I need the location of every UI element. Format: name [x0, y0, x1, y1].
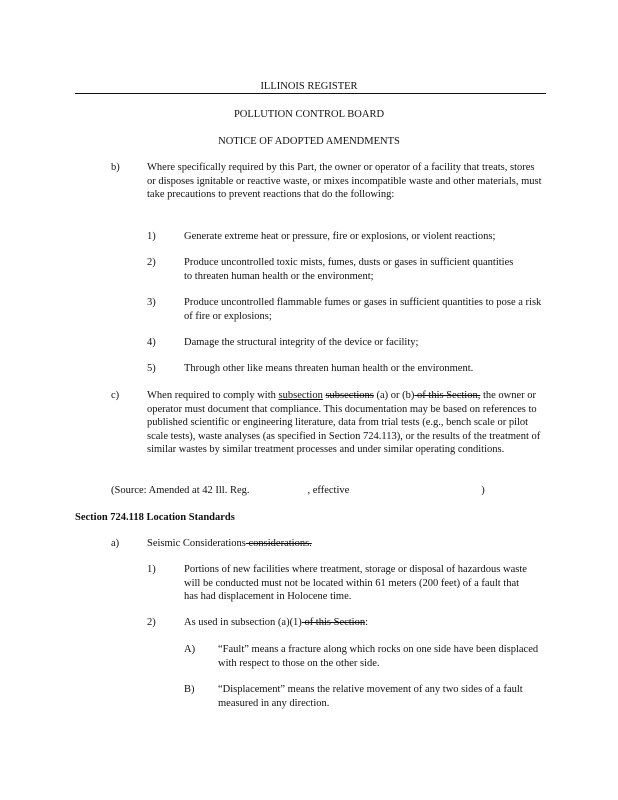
inserted-text: subsection: [278, 390, 323, 401]
sub-2-text-1: As used in subsection (a)(1): [184, 617, 302, 628]
sub-B-label: B): [184, 684, 195, 695]
para-a-text: [147, 537, 545, 551]
sub-1-text: Portions of new facilities where treatment, storage or disposal of hazardous waste will be conducted must not be located within 61 meters (200 feet) of a fault that has had displacement in Holocene time.: [184, 564, 527, 603]
para-c-label: c): [111, 390, 120, 401]
deleted-text: subsections: [325, 390, 374, 401]
header-rule: [75, 93, 546, 94]
deleted-text: of this Section: [301, 617, 366, 628]
deleted-text: considerations.: [245, 538, 312, 549]
notice-title: NOTICE OF ADOPTED AMENDMENTS: [218, 136, 400, 147]
para-b-label: b): [111, 162, 120, 173]
para-a-text-1: Seismic Considerations: [147, 538, 246, 549]
section-title: Section 724.118 Location Standards: [75, 512, 235, 523]
sub-2-label: 2): [147, 617, 156, 628]
source-close: ): [481, 485, 485, 496]
sub-2-text-2: :: [365, 617, 369, 628]
item-3-text: Produce uncontrolled flammable fumes or gases in sufficient quantities to pose a risk of fire or explosions;: [184, 297, 542, 322]
register-title: ILLINOIS REGISTER: [260, 81, 358, 92]
item-5-text: Through other like means threaten human health or the environment.: [184, 363, 474, 374]
para-c-text-3: the owner or operator must document that compliance. This documentation may be based on references to published scientific or engineering literature, data from trial tests (e.g., bench scale or pilot scale tests), waste analyses (as specified in Section 724.113), or the results of the treatment of similar wastes by similar treatment processes and under similar operating conditions.: [147, 390, 541, 456]
sub-B-text: “Displacement” means the relative movement of any two sides of a fault measured in any direction.: [218, 684, 523, 709]
item-5-label: 5): [147, 363, 156, 374]
para-b-text: Where specifically required by this Part, the owner or operator of a facility that treats, stores or disposes ignitable or reactive waste, or mixes incompatible waste and other materials, must take precautions to prevent reactions that do the following:: [147, 162, 542, 201]
sub-A-text: “Fault” means a fracture along which rocks on one side have been displaced with respect to those on the other side.: [218, 644, 539, 669]
source-prefix: (Source: Amended at 42 Ill. Reg.: [111, 485, 250, 496]
para-a-label: a): [111, 538, 120, 549]
item-1-text: Generate extreme heat or pressure, fire or explosions, or violent reactions;: [184, 231, 496, 242]
item-2-label: 2): [147, 257, 156, 268]
sub-A-label: A): [184, 644, 196, 655]
sub-2-text: [184, 616, 546, 630]
item-1-label: 1): [147, 231, 156, 242]
board-title: POLLUTION CONTROL BOARD: [233, 109, 385, 120]
item-2-text: Produce uncontrolled toxic mists, fumes, dusts or gases in sufficient quantities to threaten human health or the environment;: [184, 257, 514, 282]
item-4-label: 4): [147, 337, 156, 348]
source-effective: , effective: [307, 485, 350, 496]
para-c-text: [147, 389, 545, 457]
sub-1-label: 1): [147, 564, 156, 575]
source-note: [111, 484, 551, 498]
para-c-text-2: (a) or (b): [373, 390, 415, 401]
item-3-label: 3): [147, 297, 156, 308]
item-4-text: Damage the structural integrity of the device or facility;: [184, 337, 419, 348]
para-c-text-1: When required to comply with: [147, 390, 279, 401]
deleted-text: of this Section,: [414, 390, 481, 401]
